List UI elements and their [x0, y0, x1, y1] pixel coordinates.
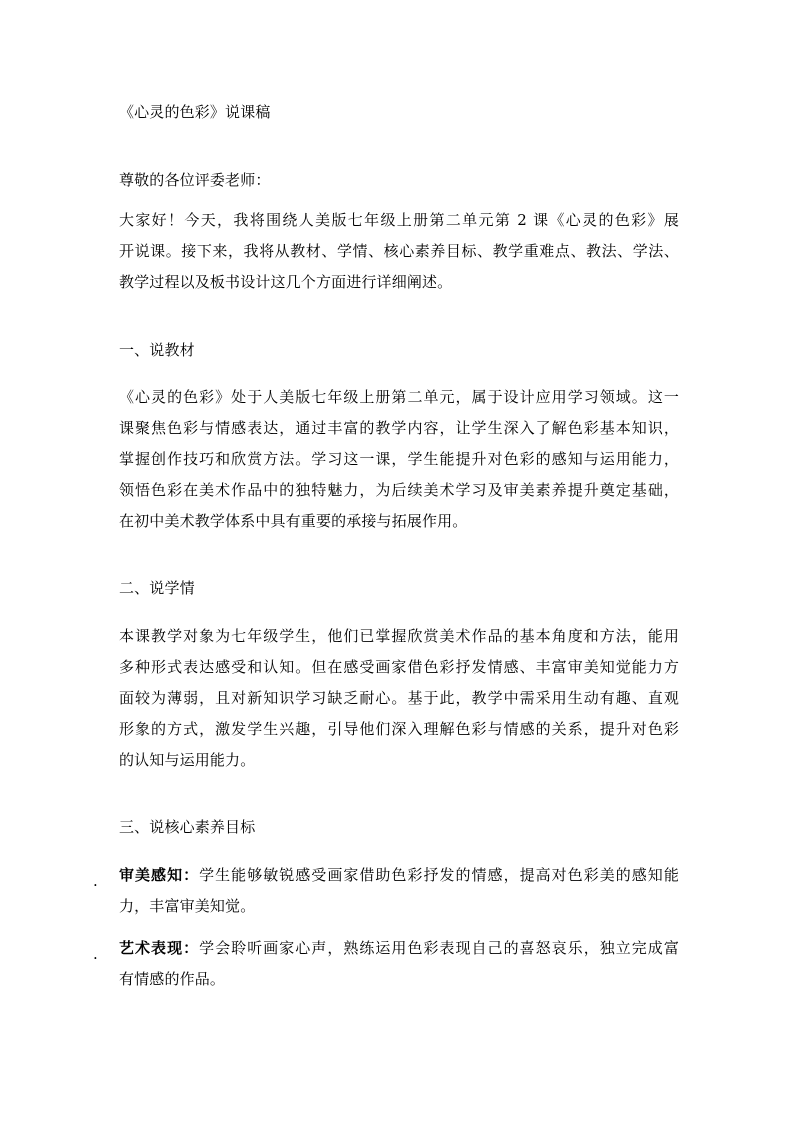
bullet-marker: . — [93, 872, 98, 890]
section1-line-1: 《心灵的色彩》处于人美版七年级上册第二单元，属于设计应用学习领域。这一 — [119, 388, 679, 406]
goal-item-label: 艺术表现： — [119, 939, 200, 957]
goal-item — [93, 938, 679, 989]
section2-line-5: 的认知与运用能力。 — [119, 751, 256, 769]
goal-item-line-2: 力，丰富审美知觉。 — [119, 897, 256, 915]
section2-line-1: 本课教学对象为七年级学生，他们已掌握欣赏美术作品的基本角度和方法，能用 — [119, 627, 679, 645]
section2-line-3: 面较为薄弱，且对新知识学习缺乏耐心。基于此，教学中需采用生动有趣、直观 — [119, 689, 679, 707]
goal-item-line-2: 有情感的作品。 — [119, 970, 226, 988]
greeting: 尊敬的各位评委老师： — [119, 171, 271, 189]
section1-line-2: 课聚焦色彩与情感表达，通过丰富的教学内容，让学生深入了解色彩基本知识， — [119, 419, 679, 437]
intro-line-2: 开说课。接下来，我将从教材、学情、核心素养目标、教学重难点、教法、学法、 — [119, 242, 679, 260]
intro-line-3: 教学过程以及板书设计这几个方面进行详细阐述。 — [119, 273, 453, 291]
goal-item-line-1 — [119, 938, 679, 958]
section2-heading: 二、说学情 — [119, 579, 195, 597]
goal-item-line-1 — [119, 865, 679, 885]
section1-line-4: 领悟色彩在美术作品中的独特魅力，为后续美术学习及审美素养提升奠定基础， — [119, 481, 679, 499]
goal-item-text: 学会聆听画家心声，熟练运用色彩表现自己的喜怒哀乐，独立完成富 — [199, 939, 679, 957]
bullet-marker: . — [93, 945, 98, 963]
section2-line-2: 多种形式表达感受和认知。但在感受画家借色彩抒发情感、丰富审美知觉能力方 — [119, 658, 679, 676]
goal-item — [93, 865, 679, 916]
goal-item-text: 学生能够敏锐感受画家借助色彩抒发的情感，提高对色彩美的感知能 — [199, 866, 679, 884]
section1-line-3: 掌握创作技巧和欣赏方法。学习这一课，学生能提升对色彩的感知与运用能力， — [119, 450, 679, 468]
section1-line-5: 在初中美术教学体系中具有重要的承接与拓展作用。 — [119, 512, 468, 530]
section1-heading: 一、说教材 — [119, 341, 195, 359]
section2-line-4: 形象的方式，激发学生兴趣，引导他们深入理解色彩与情感的关系，提升对色彩 — [119, 720, 679, 738]
document-title: 《心灵的色彩》说课稿 — [119, 103, 271, 121]
section3-heading: 三、说核心素养目标 — [119, 818, 256, 836]
intro-line-1: 大家好！今天，我将围绕人美版七年级上册第二单元第 2 课《心灵的色彩》展 — [119, 211, 679, 229]
goal-item-label: 审美感知： — [119, 866, 200, 884]
